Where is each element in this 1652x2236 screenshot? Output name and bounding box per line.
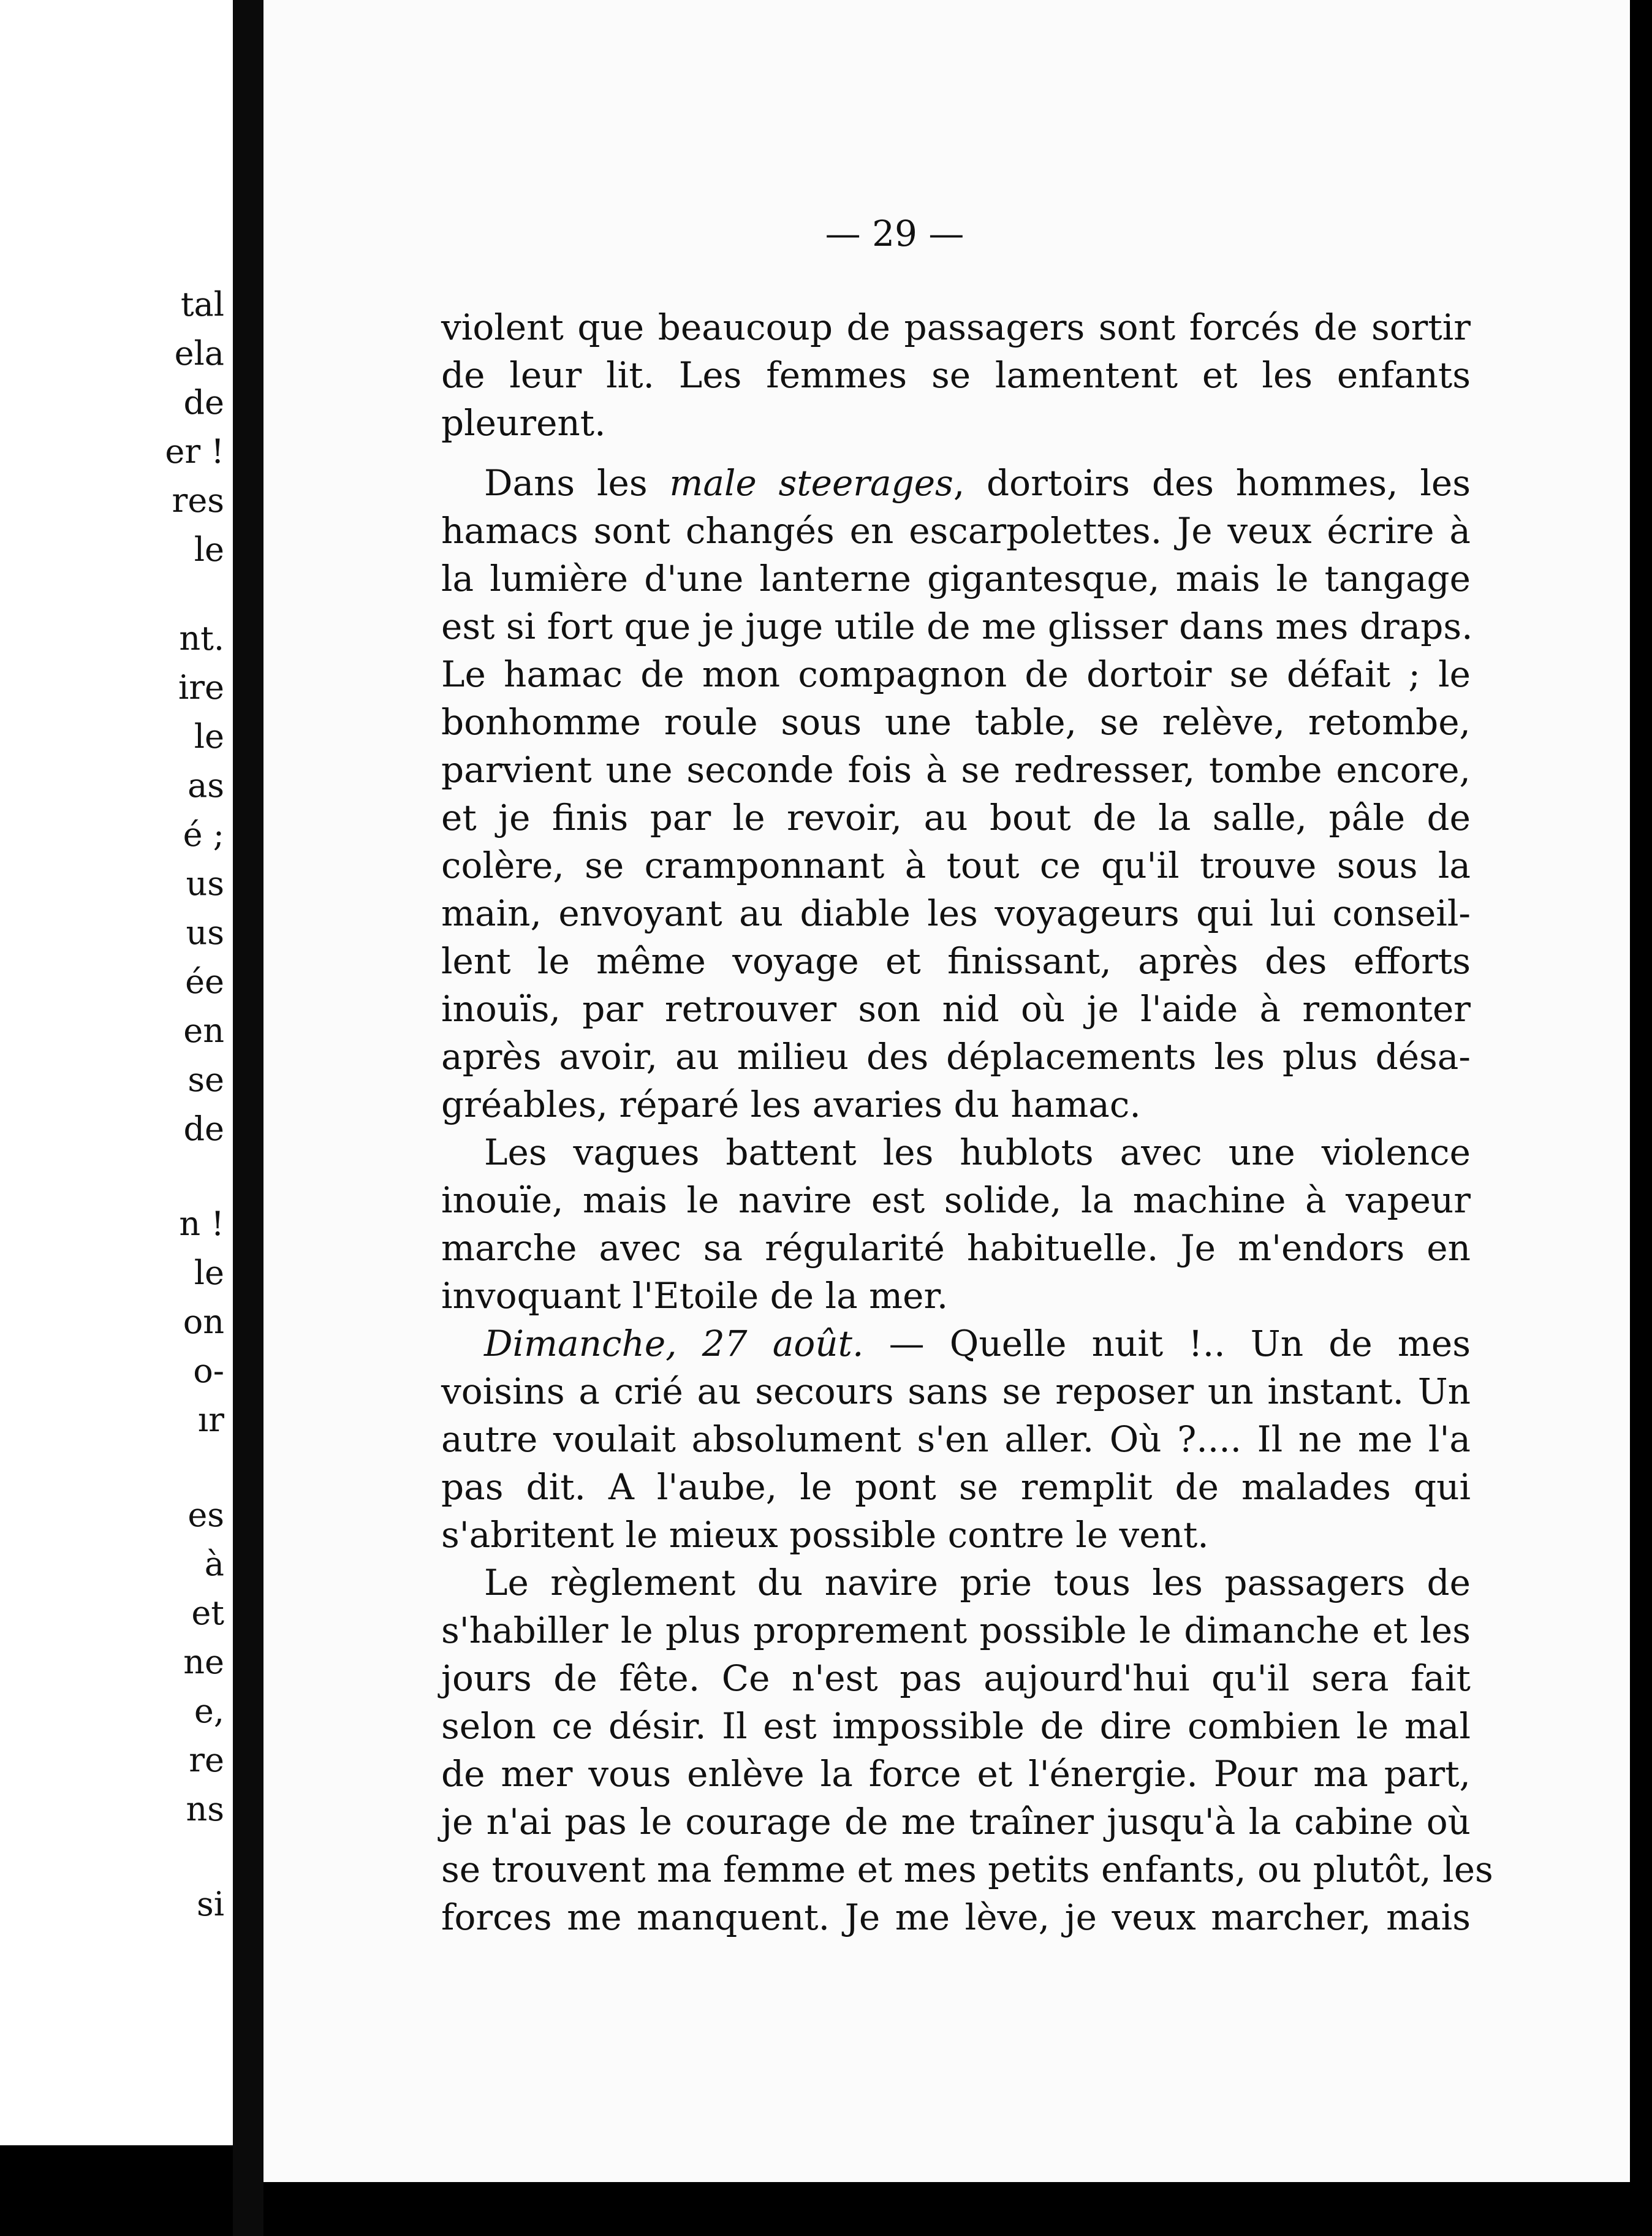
- text-line: violent que beaucoup de passagers sont forcés de sortir: [441, 306, 1471, 348]
- facing-line: us: [186, 913, 224, 952]
- facing-line: et: [191, 1594, 224, 1632]
- facing-line: en: [183, 1011, 224, 1050]
- italic-date: Dimanche, 27 août.: [484, 1323, 864, 1364]
- text-line: est si fort que je juge utile de me glisser dans mes draps.: [441, 606, 1473, 647]
- facing-line: e,: [194, 1692, 224, 1730]
- text-line: et je finis par le revoir, au bout de la salle, pâle de: [441, 797, 1471, 838]
- facing-line: o-: [193, 1352, 224, 1390]
- facing-line: ns: [186, 1790, 224, 1828]
- text-line: jours de fête. Ce n'est pas aujourd'hui qu'il sera fait: [441, 1657, 1471, 1699]
- paragraph-gap: [441, 447, 1471, 459]
- text-line: se trouvent ma femme et mes petits enfants, ou plutôt, les: [441, 1849, 1493, 1890]
- text-line: hamacs sont changés en escarpolettes. Je veux écrire à: [441, 510, 1471, 552]
- facing-line: ne: [183, 1643, 224, 1681]
- facing-line: ire: [178, 668, 224, 707]
- facing-line: de: [183, 383, 224, 422]
- book-page: [263, 0, 1630, 2182]
- text-line: [441, 1320, 1471, 1367]
- text-line: colère, se cramponnant à tout ce qu'il trouve sous la: [441, 845, 1471, 886]
- facing-line: n !: [179, 1204, 224, 1243]
- facing-line: ela: [174, 334, 224, 373]
- text-line: [441, 459, 1471, 507]
- text-line: lent le même voyage et finissant, après des efforts: [441, 940, 1471, 982]
- text-line: pleurent.: [441, 402, 606, 444]
- facing-line: us: [186, 864, 224, 903]
- facing-line: ée: [185, 962, 224, 1001]
- facing-line: ır: [197, 1401, 224, 1439]
- book-gutter: [233, 0, 263, 2236]
- text-line: inouïe, mais le navire est solide, la machine à vapeur: [441, 1179, 1471, 1221]
- text-line: inouïs, par retrouver son nid où je l'aide à remonter: [441, 988, 1471, 1030]
- facing-line: é ;: [183, 815, 224, 854]
- text-line: Le hamac de mon compagnon de dortoir se défait ; le: [441, 653, 1471, 695]
- text-span: , dortoirs des hommes, les: [953, 462, 1471, 504]
- text-span: — Quelle nuit !.. Un de mes: [863, 1323, 1471, 1364]
- page-number: — 29 —: [825, 213, 964, 254]
- text-line: de mer vous enlève la force et l'énergie. Pour ma part,: [441, 1753, 1471, 1795]
- text-line: Le règlement du navire prie tous les passagers de: [484, 1562, 1471, 1603]
- text-line: je n'ai pas le courage de me traîner jusqu'à la cabine où: [441, 1801, 1471, 1842]
- facing-line: à: [204, 1545, 224, 1583]
- text-line: autre voulait absolument s'en aller. Où ?.... Il ne me l'a: [441, 1418, 1471, 1460]
- text-line: après avoir, au milieu des déplacements les plus désa-: [441, 1036, 1471, 1078]
- facing-line: se: [188, 1060, 224, 1099]
- text-line: main, envoyant au diable les voyageurs qui lui conseil-: [441, 892, 1471, 934]
- facing-line: de: [183, 1109, 224, 1148]
- facing-line: as: [188, 766, 224, 805]
- facing-line: le: [194, 1253, 224, 1292]
- text-line: parvient une seconde fois à se redresser, tombe encore,: [441, 749, 1471, 791]
- facing-line: le: [194, 717, 224, 756]
- facing-line: re: [189, 1741, 224, 1779]
- text-line: la lumière d'une lanterne gigantesque, mais le tangage: [441, 558, 1471, 599]
- page-edge-shadow: [1630, 0, 1652, 2236]
- text-line: de leur lit. Les femmes se lamentent et les enfants: [441, 354, 1471, 396]
- facing-line: le: [194, 530, 224, 569]
- page-body-text: [441, 303, 1493, 1941]
- facing-line: nt.: [179, 619, 224, 658]
- facing-line: er !: [165, 432, 224, 471]
- text-line: invoquant l'Etoile de la mer.: [441, 1275, 949, 1317]
- text-span: Dans les: [484, 462, 670, 504]
- text-line: Les vagues battent les hublots avec une violence: [484, 1131, 1471, 1173]
- text-line: selon ce désir. Il est impossible de dire combien le mal: [441, 1705, 1471, 1747]
- facing-page: [0, 0, 233, 2145]
- facing-line: tal: [180, 285, 224, 324]
- facing-line: es: [188, 1496, 224, 1534]
- facing-line: on: [183, 1302, 224, 1341]
- text-line: pas dit. A l'aube, le pont se remplit de malades qui: [441, 1466, 1471, 1508]
- text-line: s'habiller le plus proprement possible le dimanche et les: [441, 1610, 1471, 1651]
- text-line: bonhomme roule sous une table, se relève, retombe,: [441, 701, 1471, 743]
- text-line: voisins a crié au secours sans se reposer un instant. Un: [441, 1371, 1471, 1412]
- facing-line: res: [172, 481, 224, 520]
- facing-line: si: [197, 1885, 224, 1923]
- text-line: forces me manquent. Je me lève, je veux marcher, mais: [441, 1896, 1471, 1938]
- italic-term: male steerages: [669, 462, 953, 504]
- text-line: s'abritent le mieux possible contre le vent.: [441, 1514, 1209, 1556]
- text-line: marche avec sa régularité habituelle. Je m'endors en: [441, 1227, 1471, 1269]
- text-line: gréables, réparé les avaries du hamac.: [441, 1084, 1141, 1125]
